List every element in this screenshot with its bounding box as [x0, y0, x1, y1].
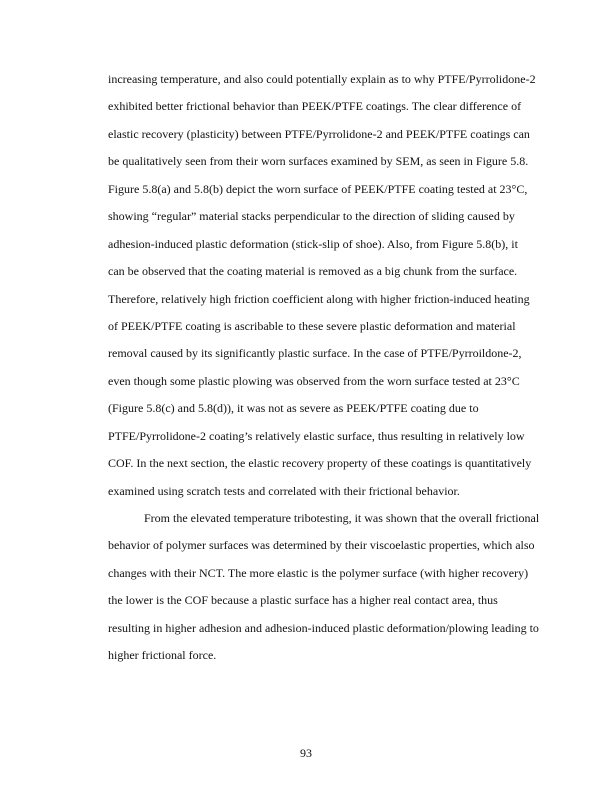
paragraph — [108, 505, 540, 670]
text-line: removal caused by its significantly plastic surface. In the case of PTFE/Pyrroildone-2, — [108, 346, 522, 361]
text-line: From the elevated temperature tribotesting, it was shown that the overall frictional — [144, 511, 540, 525]
text-line: resulting in higher adhesion and adhesion-induced plastic deformation/plowing leading to — [108, 620, 539, 635]
text-line: PTFE/Pyrrolidone-2 coating’s relatively elastic surface, thus resulting in relatively low — [108, 428, 525, 443]
text-line: COF. In the next section, the elastic recovery property of these coatings is quantitatively — [108, 456, 532, 471]
text-line: increasing temperature, and also could potentially explain as to why PTFE/Pyrrolidone-2 — [108, 72, 536, 86]
text-line: can be observed that the coating material is removed as a big chunk from the surface. — [108, 264, 518, 279]
body-text — [108, 66, 540, 670]
text-line: exhibited better frictional behavior than PEEK/PTFE coatings. The clear difference of — [108, 99, 522, 114]
text-line: Therefore, relatively high friction coefficient along with higher friction-induced heating — [108, 291, 530, 306]
text-line: Figure 5.8(a) and 5.8(b) depict the worn surface of PEEK/PTFE coating tested at 23°C, — [108, 181, 528, 196]
text-line: adhesion-induced plastic deformation (stick-slip of shoe). Also, from Figure 5.8(b), it — [108, 236, 518, 251]
paragraph — [108, 66, 540, 505]
text-line: even though some plastic plowing was observed from the worn surface tested at 23°C — [108, 373, 520, 388]
text-line: of PEEK/PTFE coating is ascribable to these severe plastic deformation and material — [108, 318, 516, 333]
page-number: 93 — [300, 746, 312, 760]
text-line: changes with their NCT. The more elastic is the polymer surface (with higher recovery) — [108, 565, 529, 580]
text-line: examined using scratch tests and correlated with their frictional behavior. — [108, 483, 460, 498]
text-line: showing “regular” material stacks perpendicular to the direction of sliding caused by — [108, 209, 515, 224]
text-line: be qualitatively seen from their worn surfaces examined by SEM, as seen in Figure 5.8. — [108, 154, 529, 169]
text-line: elastic recovery (plasticity) between PTFE/Pyrrolidone-2 and PEEK/PTFE coatings can — [108, 126, 530, 141]
text-line: higher frictional force. — [108, 648, 217, 663]
text-line: the lower is the COF because a plastic surface has a higher real contact area, thus — [108, 593, 498, 608]
text-line: (Figure 5.8(c) and 5.8(d)), it was not as severe as PEEK/PTFE coating due to — [108, 401, 479, 416]
text-line: behavior of polymer surfaces was determined by their viscoelastic properties, which also — [108, 538, 535, 553]
